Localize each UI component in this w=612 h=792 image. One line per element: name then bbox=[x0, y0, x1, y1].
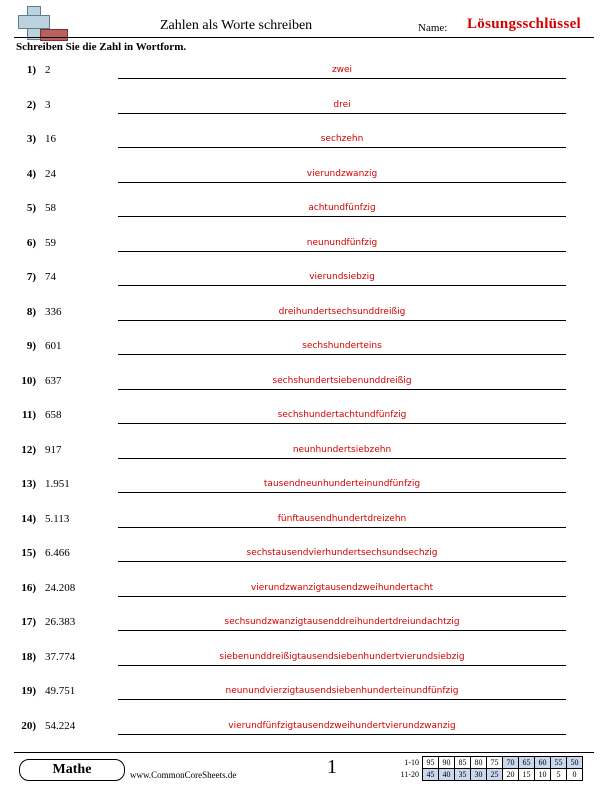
answer-text: dreihundertsechsunddreißig bbox=[278, 306, 406, 317]
score-cell: 25 bbox=[487, 769, 503, 781]
answer-line bbox=[118, 78, 566, 79]
footer-url: www.CommonCoreSheets.de bbox=[130, 770, 237, 780]
problem-row bbox=[0, 133, 612, 153]
problem-value: 26.383 bbox=[45, 616, 76, 628]
problem-value: 637 bbox=[45, 374, 62, 387]
answer-text: tausendneunhunderteinundfünfzig bbox=[263, 479, 421, 489]
problem-value: 6.466 bbox=[45, 547, 70, 559]
answer-line bbox=[118, 527, 566, 528]
problem-value: 58 bbox=[45, 202, 56, 214]
score-range: 11-20 bbox=[400, 769, 419, 779]
problem-row bbox=[0, 409, 612, 429]
problem-value: 336 bbox=[45, 305, 62, 318]
problem-row bbox=[0, 513, 612, 533]
problem-value: 49.751 bbox=[45, 685, 76, 697]
problem-row bbox=[0, 685, 612, 705]
problem-row bbox=[0, 99, 612, 119]
problem-value: 59 bbox=[45, 236, 56, 249]
answer-line bbox=[118, 561, 566, 562]
problem-number: 1) bbox=[26, 64, 36, 76]
answer-text: sechshunderteins bbox=[302, 341, 382, 351]
answer-line bbox=[118, 216, 566, 217]
score-cell: 5 bbox=[551, 769, 567, 781]
score-cell: 75 bbox=[487, 757, 503, 769]
answer-line bbox=[118, 113, 566, 114]
problem-value: 54.224 bbox=[45, 719, 76, 732]
answer-text: sechshundertsiebenunddreißig bbox=[272, 375, 412, 386]
score-cell: 65 bbox=[519, 757, 535, 769]
score-cell: 55 bbox=[551, 757, 567, 769]
problem-row bbox=[0, 271, 612, 291]
answer-line bbox=[118, 492, 566, 493]
problem-value: 2 bbox=[45, 64, 51, 76]
problem-row bbox=[0, 340, 612, 360]
answer-text: siebenunddreißigtausendsiebenhundertvierundsiebzig bbox=[219, 651, 465, 662]
score-cell: 40 bbox=[439, 769, 455, 781]
problem-number: 3) bbox=[26, 133, 36, 145]
answer-line bbox=[118, 734, 566, 735]
answer-text: neunhundertsiebzehn bbox=[292, 444, 392, 455]
score-table bbox=[396, 756, 583, 781]
answer-line bbox=[118, 665, 566, 666]
problem-number: 10) bbox=[21, 374, 36, 387]
problem-value: 3 bbox=[45, 98, 51, 111]
subject-badge: Mathe bbox=[19, 759, 125, 781]
logo-icon bbox=[18, 6, 66, 40]
answer-text: neunundvierzigtausendsiebenhunderteinundfünfzig bbox=[225, 686, 459, 696]
answer-line bbox=[118, 354, 566, 355]
answer-text: sechshundertachtundfünfzig bbox=[277, 410, 407, 420]
answer-text: drei bbox=[333, 99, 351, 110]
problem-number: 18) bbox=[21, 650, 36, 663]
answer-text: neunundfünfzig bbox=[306, 237, 378, 248]
answer-line bbox=[118, 699, 566, 700]
answer-key-label: Lösungsschlüssel bbox=[467, 16, 582, 32]
problem-row bbox=[0, 444, 612, 464]
problem-number: 11) bbox=[21, 409, 36, 421]
answer-text: achtundfünfzig bbox=[308, 203, 376, 213]
answer-line bbox=[118, 389, 566, 390]
problem-value: 5.113 bbox=[45, 512, 70, 525]
problem-value: 74 bbox=[45, 271, 56, 283]
answer-line bbox=[118, 423, 566, 424]
problem-number: 17) bbox=[21, 616, 36, 628]
problem-number: 19) bbox=[21, 685, 36, 697]
problem-value: 917 bbox=[45, 443, 62, 456]
problem-row bbox=[0, 478, 612, 498]
score-cell: 70 bbox=[503, 757, 519, 769]
answer-line bbox=[118, 458, 566, 459]
instruction-text: Schreiben Sie die Zahl in Wortform. bbox=[16, 41, 187, 53]
answer-line bbox=[118, 251, 566, 252]
score-cell: 60 bbox=[535, 757, 551, 769]
score-row bbox=[396, 769, 583, 781]
problem-number: 7) bbox=[26, 271, 36, 283]
problem-row bbox=[0, 202, 612, 222]
answer-text: sechsundzwanzigtausenddreihundertdreiundachtzig bbox=[224, 617, 460, 627]
answer-line bbox=[118, 182, 566, 183]
answer-line bbox=[118, 285, 566, 286]
problem-number: 9) bbox=[26, 340, 36, 352]
score-cell: 90 bbox=[439, 757, 455, 769]
problem-number: 5) bbox=[26, 202, 36, 214]
problem-row bbox=[0, 168, 612, 188]
problem-number: 4) bbox=[26, 167, 36, 180]
problem-value: 16 bbox=[45, 133, 56, 145]
answer-text: zwei bbox=[331, 65, 353, 75]
answer-line bbox=[118, 630, 566, 631]
answer-text: vierundfünfzigtausendzweihundertvierundzwanzig bbox=[228, 720, 456, 731]
problem-row bbox=[0, 616, 612, 636]
problem-row bbox=[0, 651, 612, 671]
page-number: 1 bbox=[327, 756, 337, 778]
score-cell: 30 bbox=[471, 769, 487, 781]
problem-number: 8) bbox=[26, 305, 36, 318]
problem-number: 20) bbox=[21, 719, 36, 732]
answer-text: vierundsiebzig bbox=[309, 272, 375, 282]
problem-row bbox=[0, 306, 612, 326]
score-cell: 20 bbox=[503, 769, 519, 781]
name-label: Name: bbox=[418, 22, 448, 34]
problem-row bbox=[0, 64, 612, 84]
score-cell: 80 bbox=[471, 757, 487, 769]
problem-number: 14) bbox=[21, 512, 36, 525]
score-cell: 85 bbox=[455, 757, 471, 769]
problem-number: 12) bbox=[21, 443, 36, 456]
problem-row bbox=[0, 547, 612, 567]
problem-row bbox=[0, 720, 612, 740]
score-cell: 10 bbox=[535, 769, 551, 781]
header-divider bbox=[14, 37, 594, 38]
score-cell: 0 bbox=[567, 769, 583, 781]
answer-line bbox=[118, 320, 566, 321]
problem-value: 658 bbox=[45, 409, 62, 421]
problem-value: 24 bbox=[45, 167, 56, 180]
score-cell: 15 bbox=[519, 769, 535, 781]
answer-text: vierundzwanzig bbox=[306, 168, 378, 179]
score-row bbox=[396, 757, 583, 769]
problem-row bbox=[0, 582, 612, 602]
answer-text: sechstausendvierhundertsechsundsechzig bbox=[246, 548, 438, 558]
problem-row bbox=[0, 375, 612, 395]
problem-value: 1.951 bbox=[45, 478, 70, 490]
page-title: Zahlen als Worte schreiben bbox=[160, 18, 313, 33]
footer-divider bbox=[14, 752, 594, 753]
score-cell: 95 bbox=[423, 757, 439, 769]
answer-text: fünftausendhundertdreizehn bbox=[277, 513, 407, 524]
problem-number: 13) bbox=[21, 478, 36, 490]
answer-text: vierundzwanzigtausendzweihundertacht bbox=[250, 582, 434, 593]
problem-value: 37.774 bbox=[45, 650, 76, 663]
problem-number: 16) bbox=[21, 581, 36, 594]
score-cell: 50 bbox=[567, 757, 583, 769]
problem-number: 2) bbox=[26, 98, 36, 111]
answer-line bbox=[118, 596, 566, 597]
score-cell: 45 bbox=[423, 769, 439, 781]
problem-value: 601 bbox=[45, 340, 62, 352]
problem-number: 6) bbox=[26, 236, 36, 249]
answer-line bbox=[118, 147, 566, 148]
problem-number: 15) bbox=[21, 547, 36, 559]
score-range: 1-10 bbox=[404, 757, 419, 767]
problem-value: 24.208 bbox=[45, 581, 76, 594]
score-cell: 35 bbox=[455, 769, 471, 781]
answer-text: sechzehn bbox=[320, 134, 364, 144]
problem-row bbox=[0, 237, 612, 257]
